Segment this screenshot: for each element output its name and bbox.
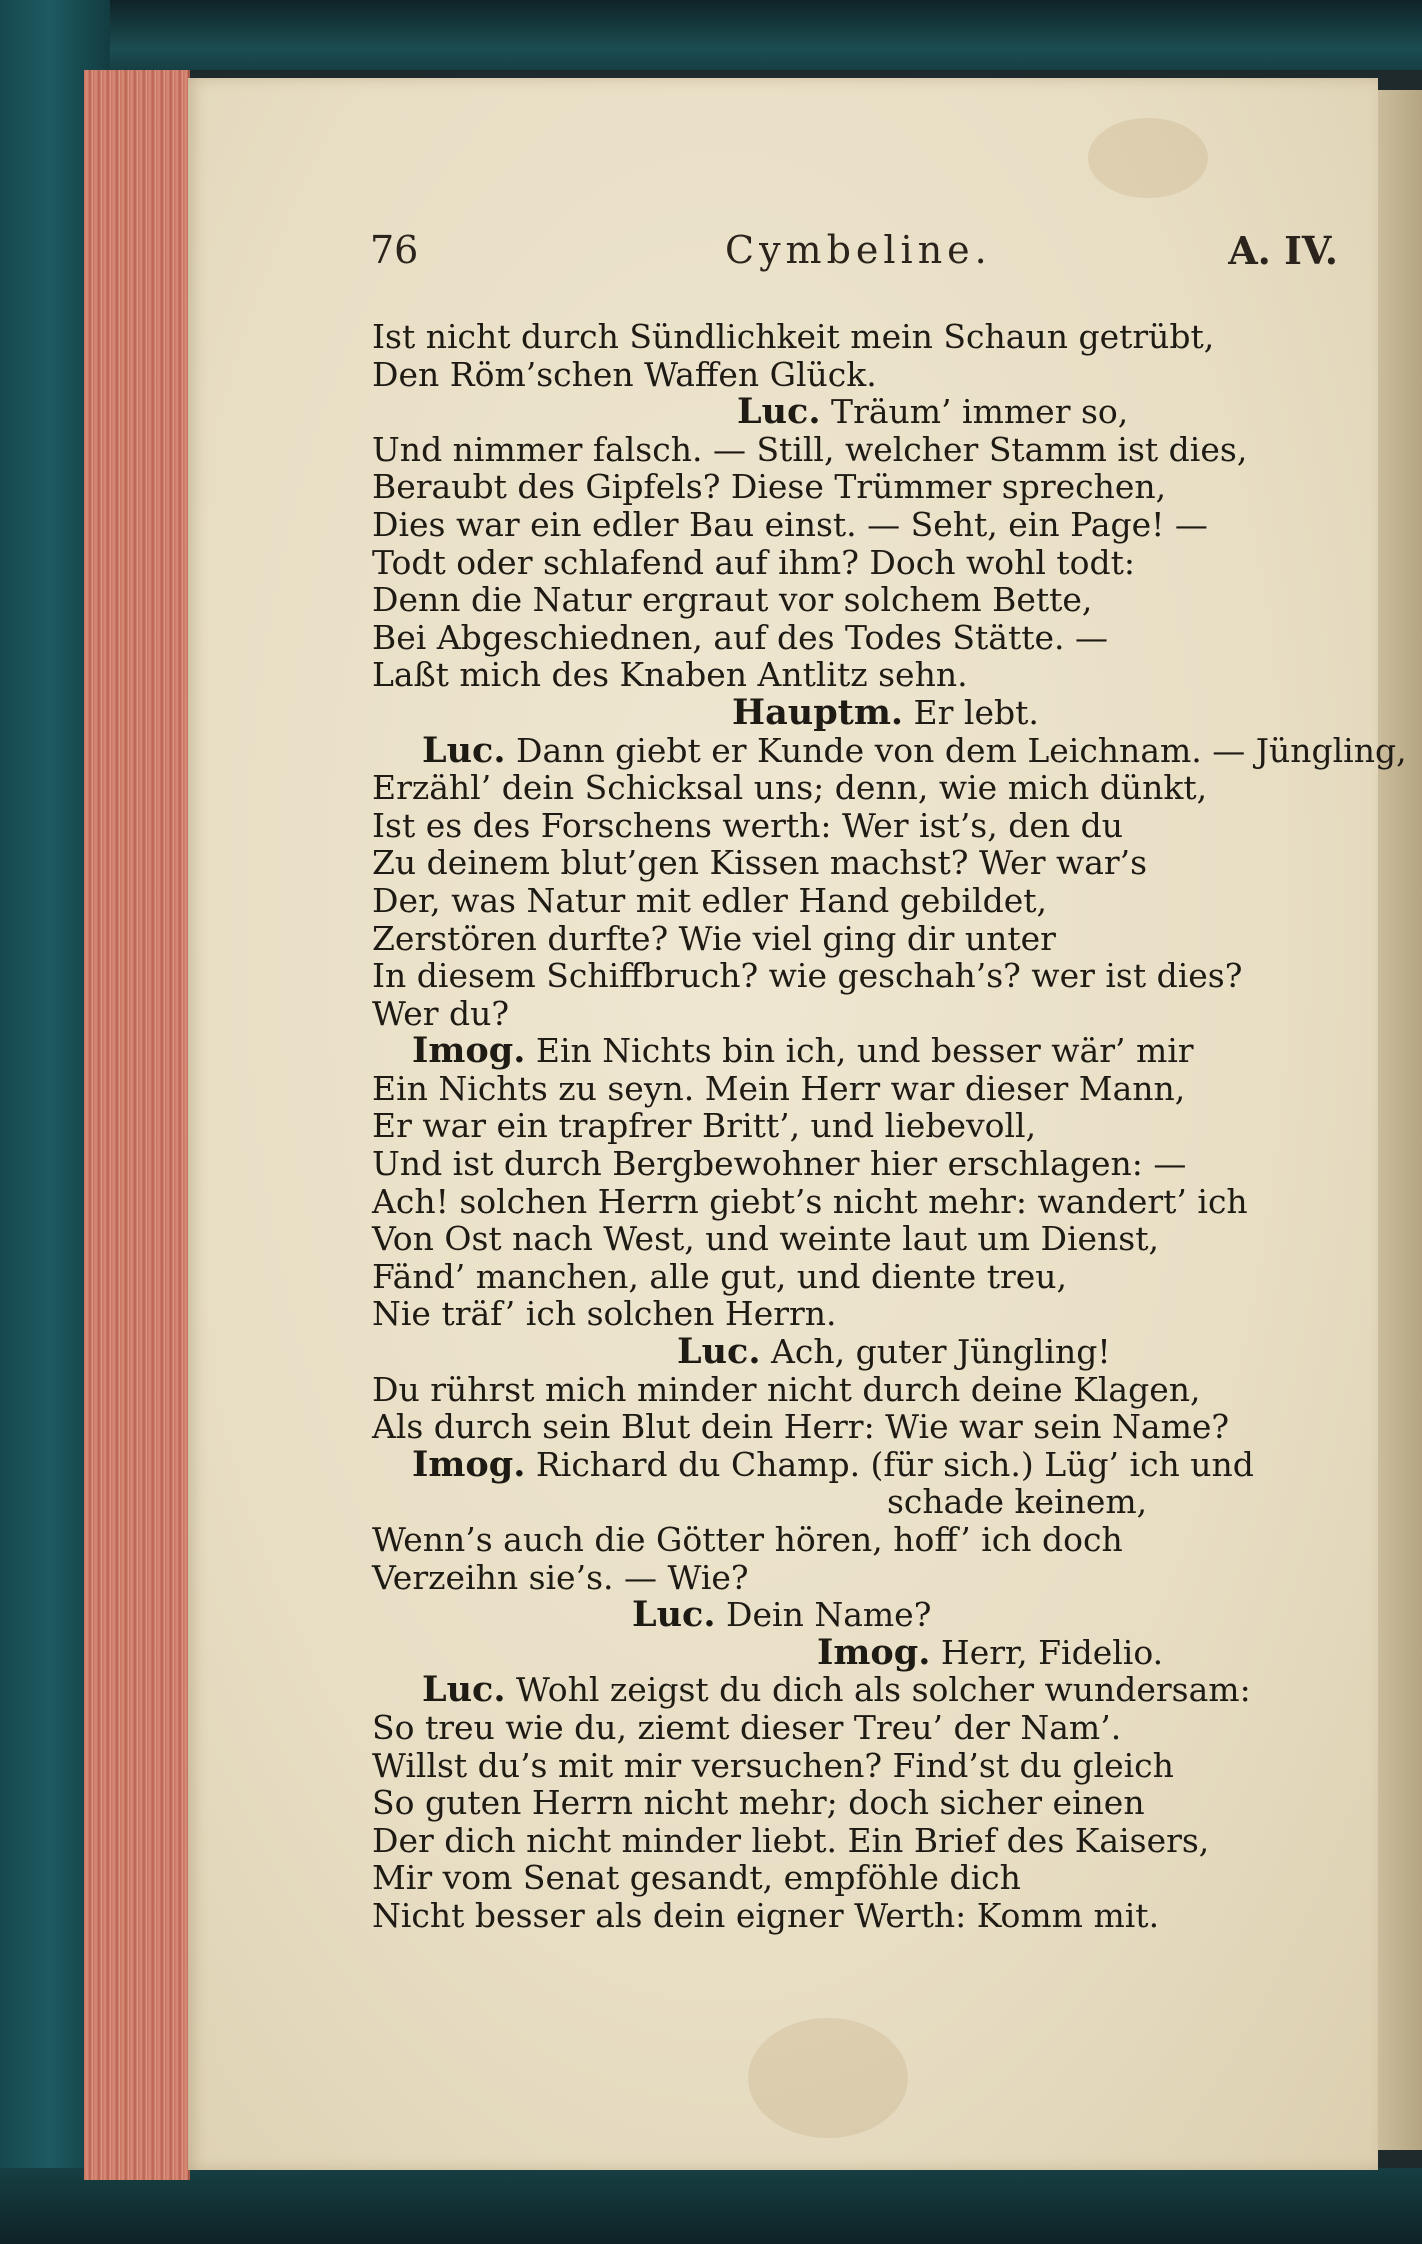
verse-text: Träum’ immer so, xyxy=(820,392,1129,432)
verse-line xyxy=(372,656,1352,694)
verse-line xyxy=(372,807,1352,845)
verse-line xyxy=(372,1671,1352,1709)
verse-line xyxy=(372,1747,1352,1785)
page-stain xyxy=(748,2018,908,2138)
verse-line xyxy=(372,1371,1352,1409)
verse-text: schade keinem, xyxy=(887,1482,1148,1522)
verse-text: Du rührst mich minder nicht durch deine Klagen, xyxy=(372,1369,1201,1409)
verse-text: Ein Nichts bin ich, und besser wär’ mir xyxy=(525,1031,1194,1071)
verse-line xyxy=(372,1032,1352,1070)
verse-text: Er lebt. xyxy=(903,692,1039,732)
verse-line xyxy=(372,1631,1352,1673)
verse-text: Ach, guter Jüngling! xyxy=(760,1332,1111,1372)
verse-text: Der dich nicht minder liebt. Ein Brief des Kaisers, xyxy=(372,1820,1210,1860)
verse-line xyxy=(372,431,1352,469)
speaker-name: Luc. xyxy=(677,1331,761,1373)
verse-line xyxy=(372,318,1352,356)
verse-text: So guten Herrn nicht mehr; doch sicher einen xyxy=(372,1783,1145,1823)
verse-line xyxy=(372,1145,1352,1183)
book-cover-bottom xyxy=(0,2168,1422,2244)
verse-text: Als durch sein Blut dein Herr: Wie war sein Name? xyxy=(372,1407,1230,1447)
verse-line xyxy=(372,581,1352,619)
verse-line xyxy=(372,1295,1352,1333)
page-stain xyxy=(1088,118,1208,198)
verse-line xyxy=(372,356,1352,394)
verse-line xyxy=(372,1408,1352,1446)
verse-text: Zerstören durfte? Wie viel ging dir unter xyxy=(372,918,1056,958)
verse-text: Wer du? xyxy=(372,993,510,1033)
verse-line xyxy=(372,1220,1352,1258)
verse-text: Richard du Champ. (für sich.) Lüg’ ich und xyxy=(525,1444,1254,1484)
verse-text: In diesem Schiffbruch? wie geschah’s? wer ist dies? xyxy=(372,956,1243,996)
verse-line xyxy=(372,1443,1352,1485)
verse-line xyxy=(372,920,1352,958)
verse-line xyxy=(372,995,1352,1033)
page-number: 76 xyxy=(370,228,419,272)
verse-line xyxy=(372,1521,1352,1559)
verse-text: Und ist durch Bergbewohner hier erschlagen: — xyxy=(372,1144,1187,1184)
verse-text: Und nimmer falsch. — Still, welcher Stamm ist dies, xyxy=(372,429,1248,469)
book-cover-top xyxy=(0,0,1422,70)
verse-text: Verzeihn sie’s. — Wie? xyxy=(372,1557,749,1597)
verse-line xyxy=(372,1258,1352,1296)
verse-text: Ist es des Forschens werth: Wer ist’s, den du xyxy=(372,805,1123,845)
verse-line xyxy=(372,1483,1352,1521)
verse-text: Dein Name? xyxy=(715,1595,932,1635)
verse-line xyxy=(372,393,1352,431)
speaker-name: Luc. xyxy=(422,1669,506,1711)
verse-line xyxy=(372,729,1407,771)
verse-line xyxy=(372,1559,1352,1597)
verse-text: Er war ein trapfrer Britt’, und liebevoll, xyxy=(372,1106,1037,1146)
verse-text: Willst du’s mit mir versuchen? Find’st du gleich xyxy=(372,1745,1174,1785)
verse-line xyxy=(372,1107,1352,1145)
verse-line xyxy=(372,1070,1352,1108)
verse-line xyxy=(372,1822,1352,1860)
verse-text: Fänd’ manchen, alle gut, und diente treu, xyxy=(372,1256,1067,1296)
verse-text: Ach! solchen Herrn giebt’s nicht mehr: wandert’ ich xyxy=(372,1181,1248,1221)
verse-line xyxy=(372,468,1352,506)
verse-line xyxy=(372,769,1352,807)
page-edges xyxy=(84,70,190,2180)
verse-line xyxy=(372,691,1352,733)
verse-text: Todt oder schlafend auf ihm? Doch wohl todt: xyxy=(372,542,1135,582)
verse-line xyxy=(372,882,1352,920)
speaker-name: Imog. xyxy=(412,1030,526,1072)
play-text xyxy=(372,317,1407,1935)
verse-text: Zu deinem blut’gen Kissen machst? Wer war’s xyxy=(372,843,1148,883)
verse-text: Der, was Natur mit edler Hand gebildet, xyxy=(372,880,1048,920)
facing-page-edge xyxy=(1378,90,1422,2150)
verse-line xyxy=(372,844,1352,882)
verse-text: Dies war ein edler Bau einst. — Seht, ein Page! — xyxy=(372,504,1208,544)
speaker-name: Hauptm. xyxy=(732,691,904,733)
verse-line xyxy=(372,1784,1352,1822)
verse-line xyxy=(372,1596,1352,1634)
verse-line xyxy=(372,544,1352,582)
speaker-name: Imog. xyxy=(412,1443,526,1485)
verse-line xyxy=(372,619,1352,657)
verse-text: Ein Nichts zu seyn. Mein Herr war dieser Mann, xyxy=(372,1068,1186,1108)
verse-text: Beraubt des Gipfels? Diese Trümmer sprechen, xyxy=(372,467,1167,507)
verse-text: Ist nicht durch Sündlichkeit mein Schaun getrübt, xyxy=(372,317,1215,356)
speaker-name: Luc. xyxy=(422,729,506,771)
verse-text: Den Röm’schen Waffen Glück. xyxy=(372,354,877,394)
verse-text: Wohl zeigst du dich als solcher wundersam: xyxy=(505,1670,1251,1710)
verse-text: Von Ost nach West, und weinte laut um Dienst, xyxy=(372,1219,1159,1259)
verse-text: Mir vom Senat gesandt, empföhle dich xyxy=(372,1858,1021,1898)
verse-line xyxy=(372,1897,1352,1935)
verse-text: Herr, Fidelio. xyxy=(930,1632,1164,1672)
act-marker: A. IV. xyxy=(1228,228,1338,273)
verse-text: Bei Abgeschiednen, auf des Todes Stätte. — xyxy=(372,617,1109,657)
verse-line xyxy=(372,957,1352,995)
verse-text: Wenn’s auch die Götter hören, hoff’ ich doch xyxy=(372,1520,1123,1559)
running-title: Cymbeline. xyxy=(725,228,992,272)
verse-text: Denn die Natur ergraut vor solchem Bette, xyxy=(372,580,1093,620)
verse-text: Erzähl’ dein Schicksal uns; denn, wie mich dünkt, xyxy=(372,768,1208,808)
verse-text: Nicht besser als dein eigner Werth: Komm mit. xyxy=(372,1895,1160,1935)
verse-text: Laßt mich des Knaben Antlitz sehn. xyxy=(372,655,968,695)
verse-text: Nie träf’ ich solchen Herrn. xyxy=(372,1294,837,1334)
verse-line xyxy=(372,1333,1352,1371)
verse-line xyxy=(372,1183,1352,1221)
speaker-name: Luc. xyxy=(632,1594,716,1636)
page-header xyxy=(370,222,1350,282)
verse-text: So treu wie du, ziemt dieser Treu’ der Nam’. xyxy=(372,1707,1122,1747)
speaker-name: Luc. xyxy=(737,391,821,433)
verse-line xyxy=(372,1709,1352,1747)
verse-text: Dann giebt er Kunde von dem Leichnam. — Jüngling, xyxy=(505,730,1407,770)
speaker-name: Imog. xyxy=(817,1631,931,1673)
verse-line xyxy=(372,506,1352,544)
verse-line xyxy=(372,1859,1352,1897)
